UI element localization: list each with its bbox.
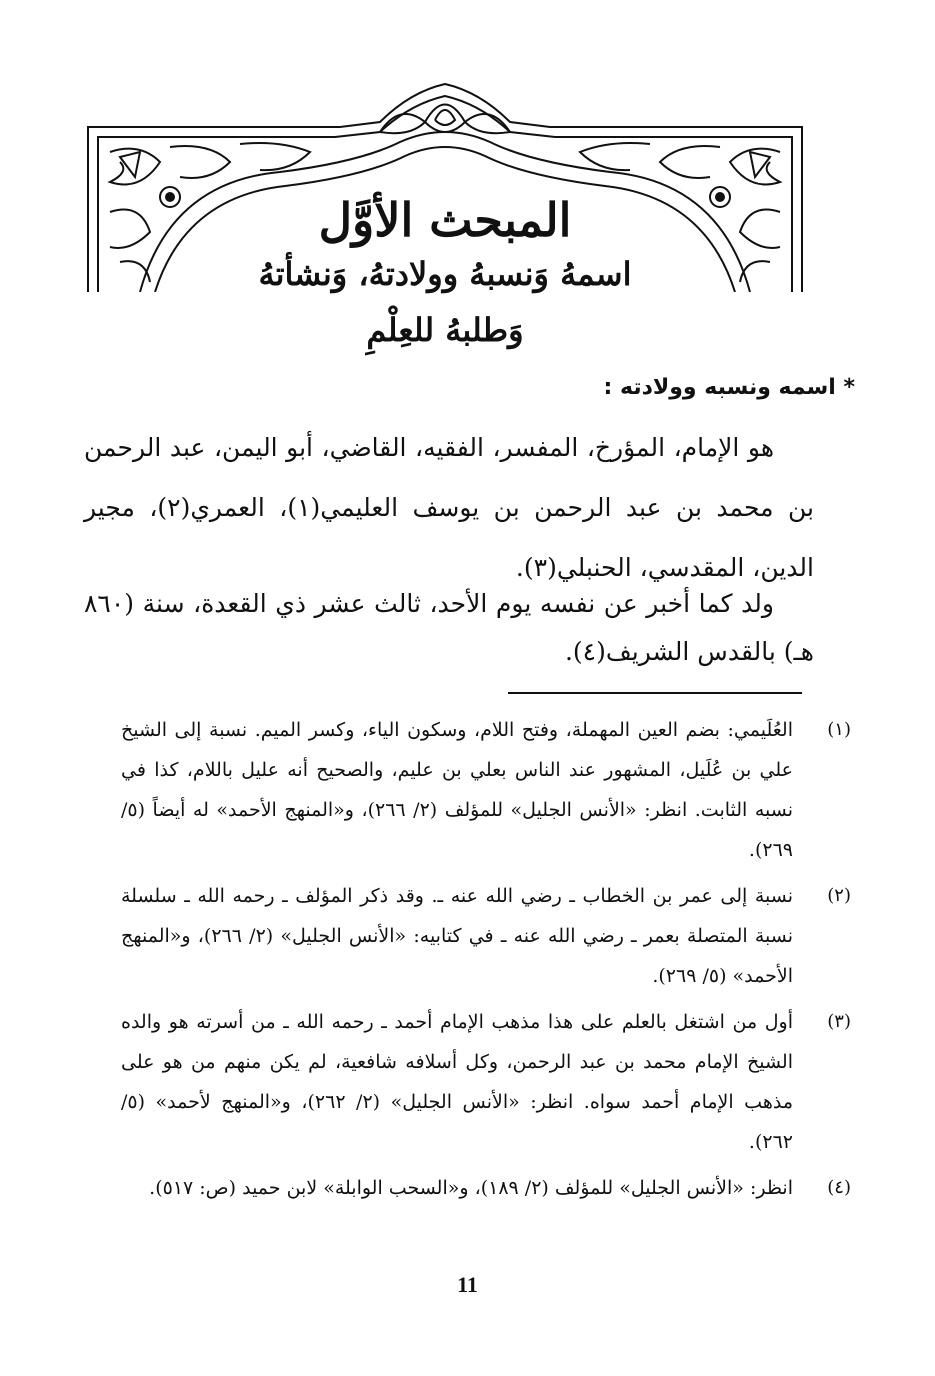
footnote [121,1002,851,1162]
footnote [121,1168,851,1208]
section-heading: * اسمه ونسبه وولادته : [603,375,855,400]
footnotes [121,710,851,1214]
chapter-title-block [80,190,810,358]
footnote-text: العُلَيمي: بضم العين المهملة، وفتح اللام، وسكون الياء، وكسر الميم. نسبة إلى الشيخ علي بن عُلَيل، المشهور عند الناس بعلي بن عليم، والصحيح أنه عليل باللام، كذا في نسبه الثابت. انظر: «الأنس الجليل» للمؤلف (٢/ ٢٦٦)، و«المنهج الأحمد» له أيضاً (٥/ ٢٦٩). [121,719,793,861]
chapter-title: المبحث الأوَّل [318,193,572,247]
footnote-number: (٢) [827,885,851,906]
footnote-separator [508,692,802,694]
footnote-number: (٤) [827,1177,851,1198]
footnote [121,710,851,870]
body-paragraph: ولد كما أخبر عن نفسه يوم الأحد، ثالث عشر ذي القعدة، سنة (٨٦٠ هـ) بالقدس الشريف(٤). [84,589,814,666]
footnote-text: نسبة إلى عمر بن الخطاب ـ رضي الله عنه ـ. وقد ذكر المؤلف ـ رحمه الله ـ سلسلة نسبة المتصلة بعمر ـ رضي الله عنه ـ في كتابيه: «الأنس الجليل» (٢/ ٢٦٦)، و«المنهج الأحمد» (٥/ ٢٦٩). [121,885,793,987]
footnote-text: أول من اشتغل بالعلم على هذا مذهب الإمام أحمد ـ رحمه الله ـ من أسرته هو والده الشيخ الإمام محمد بن عبد الرحمن، وكل أسلافه شافعية، لم يكن منهم من هو على مذهب الإمام أحمد سواه. انظر: «الأنس الجليل» (٢/ ٢٦٢)، و«المنهج لأحمد» (٥/ ٢٦٢). [121,1011,793,1153]
body-paragraph: هو الإمام، المؤرخ، المفسر، الفقيه، القاضي، أبو اليمن، عبد الرحمن بن محمد بن عبد الرحمن بن يوسف العليمي(١)، العمري(٢)، مجير الدين، المقدسي، الحنبلي(٣). [84,433,815,582]
footnote [121,876,851,996]
footnote-text: انظر: «الأنس الجليل» للمؤلف (٢/ ١٨٩)، و«السحب الوابلة» لابن حميد (ص: ٥١٧). [149,1177,793,1199]
page-number: 11 [457,1272,478,1297]
footnote-number: (١) [827,719,851,740]
chapter-subtitle-line1: اسمهُ وَنسبهُ وولادتهُ، وَنشأتهُ [258,255,632,293]
chapter-subtitle-line2: وَطلبهُ للعِلْمِ [366,311,524,349]
footnote-number: (٣) [827,1011,851,1032]
